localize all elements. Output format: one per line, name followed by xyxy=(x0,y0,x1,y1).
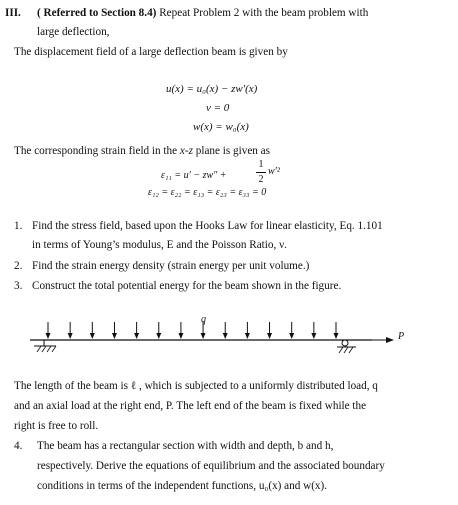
load-arrow xyxy=(90,322,95,339)
axial-load-arrow xyxy=(352,337,394,343)
strain-intro-plane: x-z xyxy=(179,145,193,157)
equation-shear-strains: ε₁₂ = ε₂₂ = ε₁₃ = ε₂₃ = ε₃₃ = 0 xyxy=(148,187,267,198)
equation-eps11-right: w′² xyxy=(268,166,280,177)
fraction-denominator: 2 xyxy=(258,174,264,185)
load-arrow xyxy=(311,322,316,339)
task-4-line3: conditions in terms of the independent functions, u₀(x) and w(x). xyxy=(37,480,328,492)
description-line3: right is free to roll. xyxy=(14,420,99,432)
load-arrow xyxy=(156,322,161,339)
equation-eps11-left: ε₁₁ = u′ − zw″ + xyxy=(161,170,227,181)
task-4-number: 4. xyxy=(14,440,23,452)
load-arrow xyxy=(112,322,117,339)
heading-reference: ( Referred to Section 8.4) xyxy=(37,7,157,19)
heading-line2: large deflection, xyxy=(37,26,110,38)
load-label-q: q xyxy=(201,314,206,325)
strain-intro-before: The corresponding strain field in the xyxy=(14,145,180,157)
task-4-line2: respectively. Derive the equations of equilibrium and the associated boundary xyxy=(37,460,385,472)
distributed-load-arrows xyxy=(46,322,339,339)
task-3-number: 3. xyxy=(14,280,23,292)
equation-v: v = 0 xyxy=(206,102,230,114)
load-arrow xyxy=(245,322,250,339)
task-1-number: 1. xyxy=(14,220,23,232)
load-arrow xyxy=(334,322,339,339)
load-arrow xyxy=(289,322,294,339)
heading-text: Repeat Problem 2 with the beam problem with xyxy=(156,7,369,19)
description-line1: The length of the beam is ℓ , which is subjected to a uniformly distributed load, q xyxy=(14,380,378,392)
task-1-line2: in terms of Young’s modulus, E and the Poisson Ratio, ν. xyxy=(32,239,287,251)
load-arrow xyxy=(134,322,139,339)
load-arrow xyxy=(267,322,272,339)
roller-support-right xyxy=(337,340,356,353)
load-arrow xyxy=(68,322,73,339)
displacement-intro: The displacement field of a large deflection beam is given by xyxy=(14,46,288,58)
load-arrow xyxy=(178,322,183,339)
task-2-line1: Find the strain energy density (strain energy per unit volume.) xyxy=(32,260,310,272)
task-4-line1: The beam has a rectangular section with width and depth, b and h, xyxy=(37,440,334,452)
task-3-line1: Construct the total potential energy for the beam shown in the figure. xyxy=(32,280,342,292)
equation-w: w(x) = w₀(x) xyxy=(193,121,249,133)
equation-u: u(x) = u₀(x) − zw′(x) xyxy=(166,83,258,95)
fixed-support-left xyxy=(34,340,56,352)
load-arrow xyxy=(223,322,228,339)
load-arrow xyxy=(46,322,51,339)
task-2-number: 2. xyxy=(14,260,23,272)
description-line2: and an axial load at the right end, P. The left end of the beam is fixed while the xyxy=(14,400,367,412)
strain-intro-after: plane is given as xyxy=(192,145,271,157)
fraction-numerator: 1 xyxy=(258,159,264,170)
problem-number: III. xyxy=(5,7,21,19)
task-1-line1: Find the stress field, based upon the Hooks Law for linear elasticity, Eq. 1.101 xyxy=(32,220,383,232)
axial-load-label-p: P xyxy=(398,331,405,342)
